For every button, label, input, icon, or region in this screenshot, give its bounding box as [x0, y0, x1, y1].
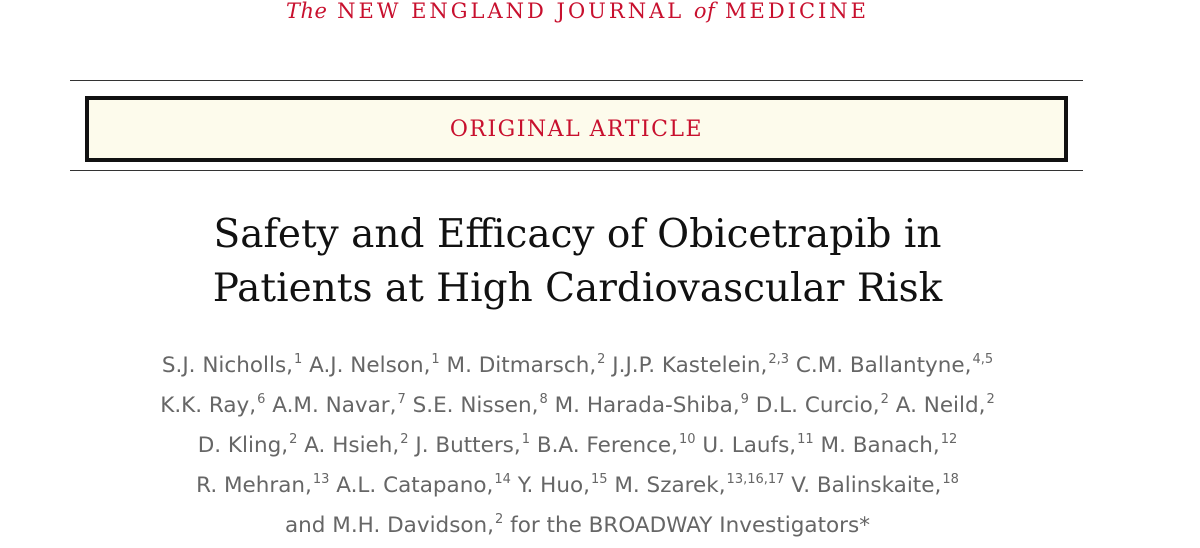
author-name: A. Neild,	[895, 393, 986, 418]
affiliation-superscript: 9	[740, 392, 749, 407]
author-name: B.A. Ference,	[536, 433, 678, 458]
affiliation-superscript: 2	[495, 512, 504, 527]
affiliation-superscript: 18	[942, 472, 959, 487]
top-rule	[70, 80, 1083, 81]
author-name: Y. Huo,	[517, 473, 590, 498]
affiliation-superscript: 6	[257, 392, 266, 407]
author-name: J. Butters,	[415, 433, 521, 458]
author-name: V. Balinskaite,	[791, 473, 942, 498]
affiliation-superscript: 1	[521, 432, 530, 447]
author-list	[0, 347, 1155, 547]
author-name: S.E. Nissen,	[412, 393, 539, 418]
author-name: D. Kling,	[197, 433, 289, 458]
bottom-rule	[70, 170, 1083, 171]
author-name: D.L. Curcio,	[755, 393, 880, 418]
affiliation-superscript: 2	[597, 352, 606, 367]
affiliation-superscript: 8	[539, 392, 548, 407]
masthead-the: The	[285, 0, 328, 23]
masthead-of: of	[693, 0, 716, 23]
affiliation-superscript: 2	[400, 432, 409, 447]
article-title	[0, 208, 1155, 316]
affiliation-superscript: 2	[880, 392, 889, 407]
author-name: U. Laufs,	[702, 433, 797, 458]
affiliation-superscript: 1	[431, 352, 440, 367]
affiliation-superscript: 14	[494, 472, 511, 487]
affiliation-superscript: 10	[678, 432, 696, 447]
affiliation-superscript: 13,16,17	[726, 472, 785, 487]
masthead-name-a: NEW ENGLAND JOURNAL	[337, 0, 685, 23]
affiliation-superscript: 13	[312, 472, 330, 487]
author-name: M. Szarek,	[614, 473, 726, 498]
author-name: C.M. Ballantyne,	[795, 353, 972, 378]
author-name: A.L. Catapano,	[336, 473, 494, 498]
author-name: and M.H. Davidson,	[285, 513, 495, 538]
affiliation-superscript: 12	[940, 432, 958, 447]
author-line	[0, 467, 1155, 507]
author-name: M. Harada-Shiba,	[554, 393, 740, 418]
author-name: A. Hsieh,	[304, 433, 400, 458]
author-name: M. Ditmarsch,	[446, 353, 597, 378]
author-name: A.J. Nelson,	[309, 353, 431, 378]
journal-masthead	[0, 0, 1155, 22]
section-label: ORIGINAL ARTICLE	[449, 116, 704, 142]
affiliation-superscript: 11	[797, 432, 814, 447]
author-line	[0, 387, 1155, 427]
affiliation-superscript: 2	[289, 432, 298, 447]
affiliation-superscript: 2,3	[768, 352, 789, 367]
title-line-1: Safety and Efficacy of Obicetrapib in	[213, 212, 942, 257]
masthead-name-b: MEDICINE	[724, 0, 870, 23]
author-name: for the BROADWAY Investigators*	[510, 513, 870, 538]
author-name: A.M. Navar,	[272, 393, 397, 418]
affiliation-superscript: 15	[590, 472, 608, 487]
affiliation-superscript: 2	[986, 392, 995, 407]
title-line-2: Patients at High Cardiovascular Risk	[212, 266, 943, 311]
author-line	[0, 347, 1155, 387]
affiliation-superscript: 7	[397, 392, 406, 407]
author-name: S.J. Nicholls,	[161, 353, 293, 378]
section-label-box	[85, 96, 1068, 162]
author-name: K.K. Ray,	[160, 393, 257, 418]
author-line	[0, 507, 1155, 547]
author-name: R. Mehran,	[196, 473, 312, 498]
author-name: M. Banach,	[820, 433, 940, 458]
affiliation-superscript: 1	[294, 352, 303, 367]
author-line	[0, 427, 1155, 467]
affiliation-superscript: 4,5	[972, 352, 994, 367]
author-name: J.J.P. Kastelein,	[612, 353, 768, 378]
